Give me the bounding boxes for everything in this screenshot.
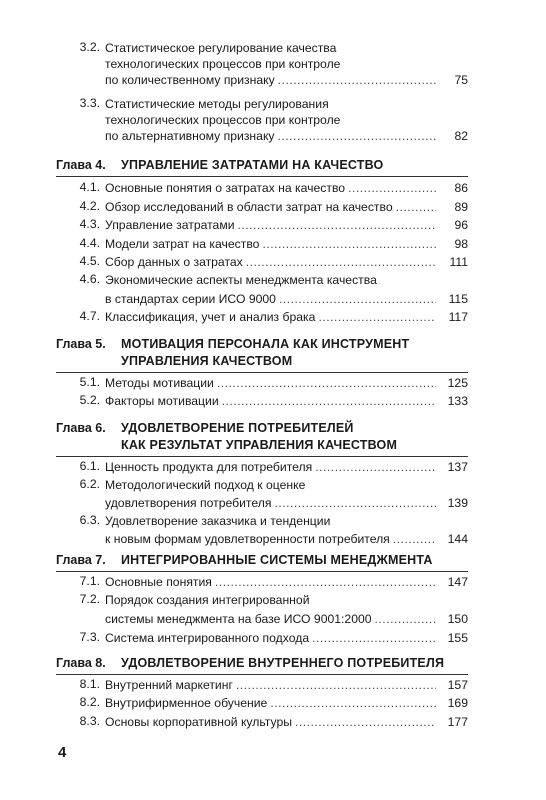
chapter-title: УДОВЛЕТВОРЕНИЕ ПОТРЕБИТЕЛЕЙ — [121, 421, 354, 435]
section-title: Методы мотивации ..... — [105, 375, 440, 391]
leader-dots — [295, 714, 436, 730]
section-title: Классификация, учет и анализ брака ..... — [105, 309, 440, 325]
section-title: Основные понятия ..... — [105, 574, 440, 590]
section-title-line: Статистическое регулирование качества — [105, 41, 337, 55]
section-number: 4.7. — [79, 309, 100, 323]
leader-dots — [318, 309, 436, 325]
section-number: 4.5. — [79, 254, 100, 268]
section-title: Удовлетворение заказчика и тенденции к новым формам удовлетворенности потребителя ..... — [105, 513, 440, 547]
section-title: Сбор данных о затратах ..... — [105, 254, 440, 270]
section-number: 5.1. — [79, 375, 100, 389]
chapter-title-line-2: УПРАВЛЕНИЯ КАЧЕСТВОМ — [121, 354, 293, 368]
section-title: Ценность продукта для потребителя ..... — [105, 459, 440, 475]
chapter-title: МОТИВАЦИЯ ПЕРСОНАЛА КАК ИНСТРУМЕНТ — [121, 337, 410, 351]
page-number: 169 — [447, 696, 468, 710]
leader-dots — [215, 574, 436, 590]
section-title: Факторы мотивации ..... — [105, 393, 440, 409]
leader-dots — [236, 677, 436, 693]
section-number: 6.3. — [79, 513, 100, 527]
page-number: 137 — [447, 460, 468, 474]
leader-dots — [279, 291, 436, 307]
leader-dots — [315, 459, 436, 475]
section-title: Основные понятия о затратах на качество ..... — [105, 180, 440, 196]
leader-dots — [246, 254, 436, 270]
section-number: 6.1. — [79, 459, 100, 473]
chapter-divider — [56, 372, 468, 373]
chapter-divider — [56, 176, 468, 177]
section-number: 8.2. — [79, 695, 100, 709]
section-title: Методологический подход к оценке удовлетворения потребителя ..... — [105, 477, 440, 511]
section-number: 3.3. — [79, 96, 100, 110]
section-number: 6.2. — [79, 477, 100, 491]
page-number: 147 — [447, 575, 468, 589]
section-title: Внутрифирменное обучение ..... — [105, 695, 440, 711]
leader-dots — [222, 393, 436, 409]
chapter-title-line-2: КАК РЕЗУЛЬТАТ УПРАВЛЕНИЯ КАЧЕСТВОМ — [121, 438, 398, 452]
section-title: Внутренний маркетинг ..... — [105, 677, 440, 693]
section-number: 8.3. — [79, 714, 100, 728]
section-number: 3.2. — [79, 40, 100, 54]
page-number: 98 — [454, 237, 468, 251]
section-number: 7.2. — [79, 592, 100, 606]
chapter-divider — [56, 456, 468, 457]
chapter-label: Глава 5. — [56, 337, 106, 351]
section-number: 4.3. — [79, 217, 100, 231]
page-number: 133 — [447, 394, 468, 408]
section-title-line: Экономические аспекты менеджмента качества — [105, 273, 377, 287]
leader-dots — [312, 630, 436, 646]
section-title: Система интегрированного подхода ..... — [105, 630, 440, 646]
chapter-label: Глава 6. — [56, 421, 106, 435]
section-title — [105, 40, 440, 88]
page-number: 155 — [447, 631, 468, 645]
section-title: Управление затратами ..... — [105, 217, 440, 233]
section-number: 4.2. — [79, 199, 100, 213]
section-title-last-line: по альтернативному признаку ..... — [105, 128, 440, 144]
chapter-label: Глава 8. — [56, 656, 106, 670]
page-number: 111 — [449, 255, 468, 269]
chapter-title: УДОВЛЕТВОРЕНИЕ ВНУТРЕННЕГО ПОТРЕБИТЕЛЯ — [121, 656, 445, 670]
page-number: 139 — [447, 496, 468, 510]
section-number: 8.1. — [79, 677, 100, 691]
leader-dots — [217, 375, 436, 391]
chapter-label: Глава 4. — [56, 158, 106, 172]
section-number: 7.3. — [79, 630, 100, 644]
section-number: 5.2. — [79, 393, 100, 407]
leader-dots — [278, 128, 436, 144]
leader-dots — [278, 72, 436, 88]
section-title: Модели затрат на качество ..... — [105, 236, 440, 252]
page-number: 177 — [447, 715, 468, 729]
section-title-line: Порядок создания интегрированной — [105, 593, 310, 607]
leader-dots — [262, 236, 436, 252]
section-title-line: Статистические методы регулирования — [105, 97, 329, 111]
chapter-divider — [56, 674, 468, 675]
section-title: Обзор исследований в области затрат на качество ..... — [105, 199, 440, 215]
page-number: 82 — [454, 129, 468, 143]
leader-dots — [375, 611, 436, 627]
leader-dots — [270, 695, 436, 711]
section-title-last-line: по количественному признаку ..... — [105, 72, 440, 88]
section-title: Основы корпоративной культуры ..... — [105, 714, 440, 730]
leader-dots — [238, 217, 436, 233]
section-number: 4.1. — [79, 180, 100, 194]
leader-dots — [348, 180, 436, 196]
page-number: 89 — [454, 200, 468, 214]
page-number: 117 — [448, 310, 468, 324]
page-number: 144 — [447, 532, 468, 546]
leader-dots — [274, 495, 436, 511]
page-number: 115 — [448, 292, 468, 306]
page-number: 96 — [454, 218, 468, 232]
section-title: Порядок создания интегрированной системы менеджмента на базе ИСО 9001:2000 ..... — [105, 592, 440, 627]
chapter-title: УПРАВЛЕНИЕ ЗАТРАТАМИ НА КАЧЕСТВО — [121, 158, 384, 172]
section-title-line: Удовлетворение заказчика и тенденции — [105, 514, 331, 528]
section-title-line: Методологический подход к оценке — [105, 478, 306, 492]
page-number: 157 — [447, 678, 468, 692]
page-number: 86 — [454, 181, 468, 195]
section-title-line: технологических процессов при контроле — [105, 57, 341, 71]
page-number: 150 — [447, 612, 468, 626]
chapter-divider — [56, 571, 468, 572]
section-number: 7.1. — [79, 574, 100, 588]
section-number: 4.4. — [79, 236, 100, 250]
section-title — [105, 96, 440, 144]
page-number: 75 — [454, 73, 468, 87]
section-title: Экономические аспекты менеджмента качества в стандартах серии ИСО 9000 ..... — [105, 272, 440, 307]
folio-page-number: 4 — [58, 744, 67, 761]
page-number: 125 — [447, 376, 468, 390]
chapter-title: ИНТЕГРИРОВАННЫЕ СИСТЕМЫ МЕНЕДЖМЕНТА — [121, 553, 433, 567]
section-title-line: технологических процессов при контроле — [105, 113, 341, 127]
chapter-label: Глава 7. — [56, 553, 106, 567]
section-number: 4.6. — [79, 272, 100, 286]
